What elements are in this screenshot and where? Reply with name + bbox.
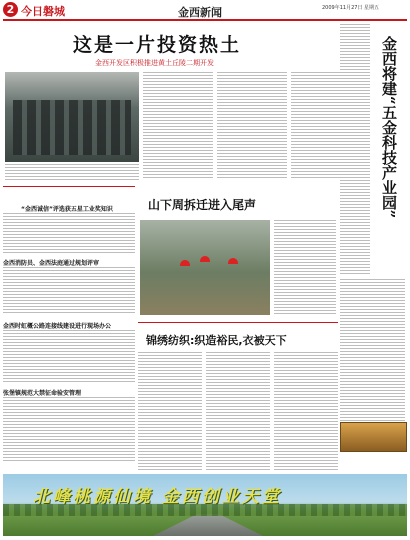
- ad-road: [153, 514, 263, 536]
- masthead-info-line: [322, 11, 406, 17]
- side-column: [340, 24, 407, 469]
- lead-col-2: [217, 72, 287, 180]
- masthead: [0, 0, 410, 22]
- middle-story-photo: [140, 220, 270, 315]
- ad-banner: [3, 474, 407, 536]
- lead-story: [3, 24, 363, 182]
- lead-col-1: [143, 72, 213, 180]
- lead-headline: 这是一片投资热土: [73, 34, 242, 56]
- left-story-title: 张堡镇规范大禁征命验安管理: [3, 390, 82, 397]
- worker-helmet: [200, 256, 210, 262]
- page-number-badge: 2: [3, 2, 18, 17]
- ad-slogan: 北峰桃源仙境 金西创业天堂: [33, 487, 282, 507]
- left-column: [3, 186, 135, 476]
- photo-figures: [13, 100, 131, 155]
- textile-story-title: 锦绣纺织:织造裕民,衣被天下: [146, 334, 287, 347]
- middle-story-title: 山下周拆迁进入尾声: [148, 198, 257, 212]
- left-story-title: 金西消防员、金西法庭通过规划评审: [3, 260, 100, 267]
- worker-helmet: [180, 260, 190, 266]
- lead-photo: [5, 72, 139, 162]
- textile-col-2: [206, 352, 270, 472]
- left-top-rule: [3, 186, 135, 187]
- textile-story: [138, 322, 338, 472]
- section-title: 金西新闻: [178, 6, 222, 19]
- left-story-title: “金西诚信”评选获五星工业奖知识: [21, 206, 113, 213]
- date-text: 2009年11月27日: [322, 5, 363, 11]
- masthead-rule: [3, 19, 407, 21]
- issue-date: [322, 4, 379, 11]
- side-vertical-title: 金西将建“五金科技产业园”: [380, 36, 398, 219]
- middle-story-body: [274, 220, 336, 315]
- weekday-text: 星期五: [364, 5, 380, 11]
- middle-story: [138, 188, 338, 318]
- side-text-top: [340, 24, 370, 274]
- paper-name: 今日磐城: [21, 5, 65, 18]
- left-story-body: [3, 330, 135, 382]
- left-story-title: 金西时虹概公路连接线建设进行现场办公: [3, 323, 112, 330]
- left-story-body: [3, 267, 135, 313]
- lead-photo-caption: [5, 164, 139, 180]
- side-text-bottom: [340, 279, 405, 429]
- side-ad-box: [340, 422, 407, 452]
- worker-helmet: [228, 258, 238, 264]
- left-story-body: [3, 213, 135, 253]
- textile-col-3: [274, 352, 338, 472]
- lead-subheadline: 金西开发区积极推进黄土丘陵二期开发: [95, 59, 214, 67]
- textile-top-rule: [138, 322, 338, 323]
- left-story-body: [3, 397, 135, 463]
- textile-col-1: [138, 352, 202, 472]
